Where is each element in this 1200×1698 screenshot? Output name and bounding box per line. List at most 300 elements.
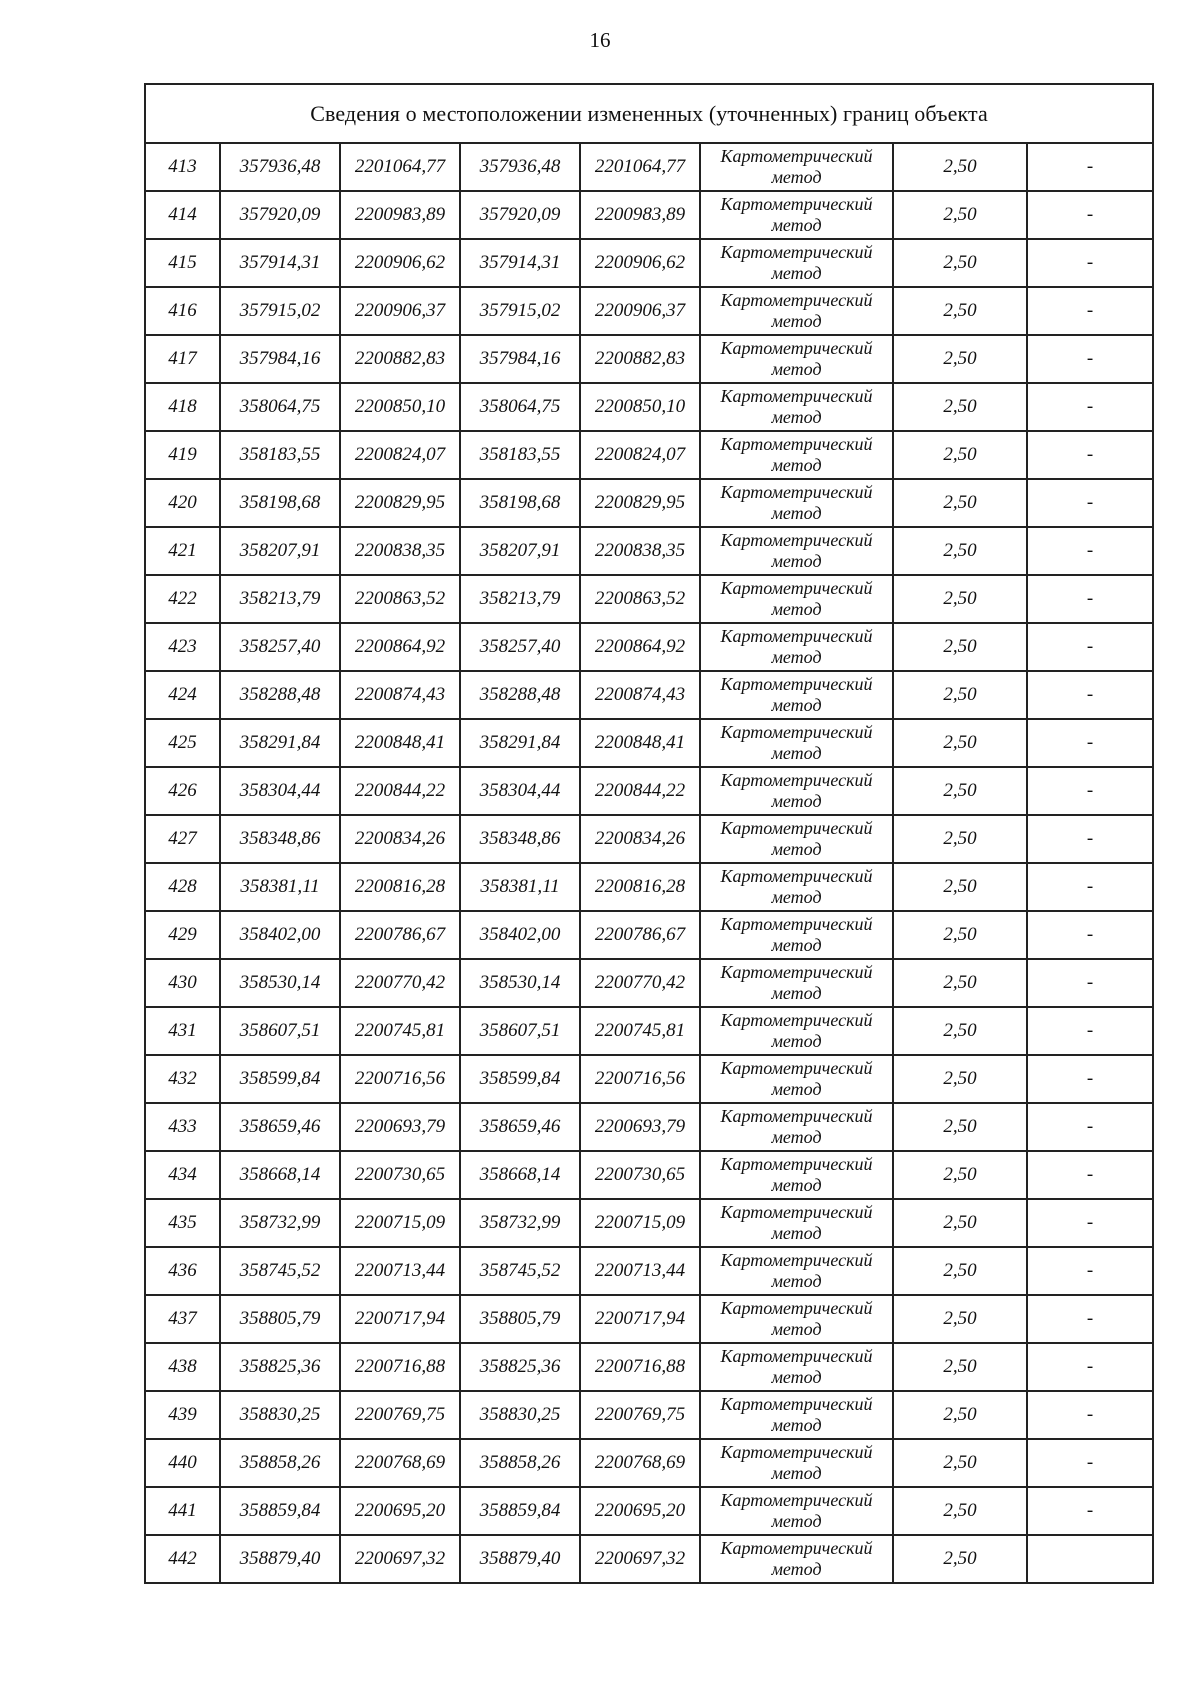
y-new-cell: 2200769,75 xyxy=(580,1391,700,1439)
y-new-cell: 2200838,35 xyxy=(580,527,700,575)
x-old-cell: 358348,86 xyxy=(220,815,340,863)
x-old-cell: 358288,48 xyxy=(220,671,340,719)
point-number-cell: 436 xyxy=(145,1247,220,1295)
x-old-cell: 358732,99 xyxy=(220,1199,340,1247)
method-cell xyxy=(700,1343,893,1391)
x-old-cell: 358599,84 xyxy=(220,1055,340,1103)
method-cell xyxy=(700,1055,893,1103)
x-old-cell: 358879,40 xyxy=(220,1535,340,1583)
x-new-cell: 357984,16 xyxy=(460,335,580,383)
x-old-cell: 358304,44 xyxy=(220,767,340,815)
table-row xyxy=(145,815,1153,863)
x-old-cell: 358291,84 xyxy=(220,719,340,767)
method-cell xyxy=(700,287,893,335)
x-new-cell: 358879,40 xyxy=(460,1535,580,1583)
description-cell: - xyxy=(1027,431,1153,479)
description-cell: - xyxy=(1027,287,1153,335)
method-cell xyxy=(700,1295,893,1343)
x-new-cell: 357914,31 xyxy=(460,239,580,287)
y-old-cell: 2200717,94 xyxy=(340,1295,460,1343)
y-old-cell: 2200882,83 xyxy=(340,335,460,383)
method-line-1: Картометрический xyxy=(720,1010,873,1030)
x-new-cell: 358207,91 xyxy=(460,527,580,575)
description-cell: - xyxy=(1027,1247,1153,1295)
method-line-2: метод xyxy=(771,1031,822,1051)
method-line-2: метод xyxy=(771,455,822,475)
description-cell: - xyxy=(1027,623,1153,671)
y-old-cell: 2200730,65 xyxy=(340,1151,460,1199)
y-old-cell: 2200983,89 xyxy=(340,191,460,239)
method-line-1: Картометрический xyxy=(720,194,873,214)
table-row xyxy=(145,671,1153,719)
method-line-2: метод xyxy=(771,407,822,427)
accuracy-cell: 2,50 xyxy=(893,1103,1027,1151)
description-cell: - xyxy=(1027,1295,1153,1343)
y-old-cell: 2200697,32 xyxy=(340,1535,460,1583)
method-line-1: Картометрический xyxy=(720,1346,873,1366)
table-row xyxy=(145,191,1153,239)
method-line-2: метод xyxy=(771,743,822,763)
accuracy-cell: 2,50 xyxy=(893,1487,1027,1535)
method-cell xyxy=(700,1199,893,1247)
method-line-2: метод xyxy=(771,839,822,859)
x-new-cell: 357936,48 xyxy=(460,143,580,191)
method-line-1: Картометрический xyxy=(720,434,873,454)
accuracy-cell: 2,50 xyxy=(893,959,1027,1007)
table-row xyxy=(145,767,1153,815)
point-number-cell: 424 xyxy=(145,671,220,719)
table-row xyxy=(145,1391,1153,1439)
description-cell: - xyxy=(1027,335,1153,383)
table-row xyxy=(145,575,1153,623)
accuracy-cell: 2,50 xyxy=(893,1439,1027,1487)
x-old-cell: 358607,51 xyxy=(220,1007,340,1055)
y-new-cell: 2201064,77 xyxy=(580,143,700,191)
point-number-cell: 419 xyxy=(145,431,220,479)
method-cell xyxy=(700,479,893,527)
table-row xyxy=(145,1055,1153,1103)
y-new-cell: 2200713,44 xyxy=(580,1247,700,1295)
table-row xyxy=(145,1343,1153,1391)
description-cell: - xyxy=(1027,575,1153,623)
x-new-cell: 358732,99 xyxy=(460,1199,580,1247)
y-old-cell: 2200838,35 xyxy=(340,527,460,575)
accuracy-cell: 2,50 xyxy=(893,767,1027,815)
description-cell: - xyxy=(1027,863,1153,911)
method-line-2: метод xyxy=(771,887,822,907)
x-old-cell: 358668,14 xyxy=(220,1151,340,1199)
y-old-cell: 2200745,81 xyxy=(340,1007,460,1055)
description-cell: - xyxy=(1027,1103,1153,1151)
y-new-cell: 2200863,52 xyxy=(580,575,700,623)
point-number-cell: 427 xyxy=(145,815,220,863)
method-cell xyxy=(700,1103,893,1151)
x-new-cell: 358183,55 xyxy=(460,431,580,479)
x-old-cell: 358830,25 xyxy=(220,1391,340,1439)
table-row xyxy=(145,1439,1153,1487)
accuracy-cell: 2,50 xyxy=(893,143,1027,191)
point-number-cell: 414 xyxy=(145,191,220,239)
accuracy-cell: 2,50 xyxy=(893,1247,1027,1295)
y-old-cell: 2200863,52 xyxy=(340,575,460,623)
method-line-1: Картометрический xyxy=(720,386,873,406)
method-line-2: метод xyxy=(771,1511,822,1531)
x-old-cell: 357915,02 xyxy=(220,287,340,335)
method-line-2: метод xyxy=(771,311,822,331)
x-old-cell: 358858,26 xyxy=(220,1439,340,1487)
accuracy-cell: 2,50 xyxy=(893,191,1027,239)
description-cell: - xyxy=(1027,1055,1153,1103)
description-cell: - xyxy=(1027,383,1153,431)
x-new-cell: 358291,84 xyxy=(460,719,580,767)
y-new-cell: 2200906,37 xyxy=(580,287,700,335)
accuracy-cell: 2,50 xyxy=(893,479,1027,527)
y-new-cell: 2200697,32 xyxy=(580,1535,700,1583)
point-number-cell: 428 xyxy=(145,863,220,911)
method-line-2: метод xyxy=(771,167,822,187)
method-line-1: Картометрический xyxy=(720,962,873,982)
method-cell xyxy=(700,191,893,239)
point-number-cell: 431 xyxy=(145,1007,220,1055)
table-row xyxy=(145,1151,1153,1199)
point-number-cell: 435 xyxy=(145,1199,220,1247)
method-line-1: Картометрический xyxy=(720,1490,873,1510)
table-row xyxy=(145,959,1153,1007)
method-line-2: метод xyxy=(771,1319,822,1339)
x-new-cell: 358858,26 xyxy=(460,1439,580,1487)
method-line-2: метод xyxy=(771,1415,822,1435)
method-line-1: Картометрический xyxy=(720,770,873,790)
x-old-cell: 358859,84 xyxy=(220,1487,340,1535)
method-line-1: Картометрический xyxy=(720,290,873,310)
method-line-2: метод xyxy=(771,1367,822,1387)
description-cell: - xyxy=(1027,239,1153,287)
x-new-cell: 358668,14 xyxy=(460,1151,580,1199)
table-row xyxy=(145,1535,1153,1583)
x-new-cell: 358402,00 xyxy=(460,911,580,959)
accuracy-cell: 2,50 xyxy=(893,1391,1027,1439)
y-new-cell: 2200717,94 xyxy=(580,1295,700,1343)
method-cell xyxy=(700,767,893,815)
table-row xyxy=(145,1487,1153,1535)
table-title-row xyxy=(145,84,1153,143)
x-new-cell: 358607,51 xyxy=(460,1007,580,1055)
y-new-cell: 2200770,42 xyxy=(580,959,700,1007)
point-number-cell: 425 xyxy=(145,719,220,767)
table-row xyxy=(145,1199,1153,1247)
x-old-cell: 358659,46 xyxy=(220,1103,340,1151)
method-line-1: Картометрический xyxy=(720,146,873,166)
y-old-cell: 2200770,42 xyxy=(340,959,460,1007)
method-line-1: Картометрический xyxy=(720,482,873,502)
table-row xyxy=(145,383,1153,431)
description-cell: - xyxy=(1027,1343,1153,1391)
table-row xyxy=(145,239,1153,287)
table-row xyxy=(145,143,1153,191)
point-number-cell: 423 xyxy=(145,623,220,671)
description-cell: - xyxy=(1027,1391,1153,1439)
y-new-cell: 2200983,89 xyxy=(580,191,700,239)
y-new-cell: 2200882,83 xyxy=(580,335,700,383)
x-old-cell: 357984,16 xyxy=(220,335,340,383)
point-number-cell: 418 xyxy=(145,383,220,431)
table-row xyxy=(145,911,1153,959)
description-cell: - xyxy=(1027,767,1153,815)
table-row xyxy=(145,1247,1153,1295)
method-line-2: метод xyxy=(771,935,822,955)
accuracy-cell: 2,50 xyxy=(893,335,1027,383)
description-cell: - xyxy=(1027,815,1153,863)
description-cell: - xyxy=(1027,527,1153,575)
point-number-cell: 416 xyxy=(145,287,220,335)
method-cell xyxy=(700,1247,893,1295)
accuracy-cell: 2,50 xyxy=(893,1535,1027,1583)
method-line-1: Картометрический xyxy=(720,1154,873,1174)
y-old-cell: 2200715,09 xyxy=(340,1199,460,1247)
y-new-cell: 2200844,22 xyxy=(580,767,700,815)
point-number-cell: 430 xyxy=(145,959,220,1007)
y-old-cell: 2200906,37 xyxy=(340,287,460,335)
method-cell xyxy=(700,671,893,719)
accuracy-cell: 2,50 xyxy=(893,287,1027,335)
y-old-cell: 2200848,41 xyxy=(340,719,460,767)
y-old-cell: 2200695,20 xyxy=(340,1487,460,1535)
method-line-2: метод xyxy=(771,983,822,1003)
x-new-cell: 358825,36 xyxy=(460,1343,580,1391)
table-row xyxy=(145,335,1153,383)
x-new-cell: 358257,40 xyxy=(460,623,580,671)
method-line-2: метод xyxy=(771,551,822,571)
method-cell xyxy=(700,1391,893,1439)
y-old-cell: 2200716,56 xyxy=(340,1055,460,1103)
x-old-cell: 358183,55 xyxy=(220,431,340,479)
method-cell xyxy=(700,383,893,431)
method-cell xyxy=(700,527,893,575)
method-line-1: Картометрический xyxy=(720,578,873,598)
y-new-cell: 2200730,65 xyxy=(580,1151,700,1199)
method-line-1: Картометрический xyxy=(720,914,873,934)
y-new-cell: 2200834,26 xyxy=(580,815,700,863)
description-cell: - xyxy=(1027,1439,1153,1487)
y-new-cell: 2200848,41 xyxy=(580,719,700,767)
description-cell: - xyxy=(1027,479,1153,527)
y-new-cell: 2200816,28 xyxy=(580,863,700,911)
y-old-cell: 2200850,10 xyxy=(340,383,460,431)
accuracy-cell: 2,50 xyxy=(893,383,1027,431)
x-old-cell: 358530,14 xyxy=(220,959,340,1007)
accuracy-cell: 2,50 xyxy=(893,575,1027,623)
method-cell xyxy=(700,911,893,959)
x-new-cell: 358530,14 xyxy=(460,959,580,1007)
method-line-2: метод xyxy=(771,695,822,715)
method-line-1: Картометрический xyxy=(720,1058,873,1078)
point-number-cell: 439 xyxy=(145,1391,220,1439)
y-new-cell: 2200715,09 xyxy=(580,1199,700,1247)
method-line-2: метод xyxy=(771,599,822,619)
accuracy-cell: 2,50 xyxy=(893,1295,1027,1343)
point-number-cell: 413 xyxy=(145,143,220,191)
method-cell xyxy=(700,335,893,383)
method-line-2: метод xyxy=(771,647,822,667)
y-old-cell: 2200716,88 xyxy=(340,1343,460,1391)
description-cell: - xyxy=(1027,911,1153,959)
y-old-cell: 2200786,67 xyxy=(340,911,460,959)
table-row xyxy=(145,1103,1153,1151)
x-old-cell: 358745,52 xyxy=(220,1247,340,1295)
method-cell xyxy=(700,815,893,863)
description-cell: - xyxy=(1027,1199,1153,1247)
point-number-cell: 429 xyxy=(145,911,220,959)
x-old-cell: 357936,48 xyxy=(220,143,340,191)
accuracy-cell: 2,50 xyxy=(893,623,1027,671)
x-old-cell: 358402,00 xyxy=(220,911,340,959)
accuracy-cell: 2,50 xyxy=(893,815,1027,863)
y-new-cell: 2200906,62 xyxy=(580,239,700,287)
x-new-cell: 358859,84 xyxy=(460,1487,580,1535)
method-cell xyxy=(700,863,893,911)
y-new-cell: 2200824,07 xyxy=(580,431,700,479)
table-row xyxy=(145,1007,1153,1055)
y-new-cell: 2200745,81 xyxy=(580,1007,700,1055)
accuracy-cell: 2,50 xyxy=(893,1199,1027,1247)
x-new-cell: 358381,11 xyxy=(460,863,580,911)
method-cell xyxy=(700,623,893,671)
method-cell xyxy=(700,239,893,287)
x-new-cell: 358830,25 xyxy=(460,1391,580,1439)
x-old-cell: 358825,36 xyxy=(220,1343,340,1391)
y-old-cell: 2200769,75 xyxy=(340,1391,460,1439)
y-old-cell: 2200829,95 xyxy=(340,479,460,527)
accuracy-cell: 2,50 xyxy=(893,239,1027,287)
table-title: Сведения о местоположении измененных (уточненных) границ объекта xyxy=(145,84,1153,143)
x-new-cell: 358659,46 xyxy=(460,1103,580,1151)
method-cell xyxy=(700,143,893,191)
point-number-cell: 420 xyxy=(145,479,220,527)
x-old-cell: 358805,79 xyxy=(220,1295,340,1343)
method-line-1: Картометрический xyxy=(720,674,873,694)
method-line-1: Картометрический xyxy=(720,1538,873,1558)
x-new-cell: 358348,86 xyxy=(460,815,580,863)
method-line-1: Картометрический xyxy=(720,866,873,886)
x-new-cell: 358745,52 xyxy=(460,1247,580,1295)
table-row xyxy=(145,287,1153,335)
method-cell xyxy=(700,1535,893,1583)
y-new-cell: 2200693,79 xyxy=(580,1103,700,1151)
point-number-cell: 415 xyxy=(145,239,220,287)
accuracy-cell: 2,50 xyxy=(893,911,1027,959)
method-line-2: метод xyxy=(771,1175,822,1195)
x-new-cell: 357920,09 xyxy=(460,191,580,239)
table-row xyxy=(145,431,1153,479)
accuracy-cell: 2,50 xyxy=(893,1055,1027,1103)
point-number-cell: 426 xyxy=(145,767,220,815)
y-new-cell: 2200768,69 xyxy=(580,1439,700,1487)
method-line-2: метод xyxy=(771,1463,822,1483)
method-line-2: метод xyxy=(771,1127,822,1147)
point-number-cell: 417 xyxy=(145,335,220,383)
y-old-cell: 2200906,62 xyxy=(340,239,460,287)
method-line-1: Картометрический xyxy=(720,1442,873,1462)
method-cell xyxy=(700,959,893,1007)
method-cell xyxy=(700,1487,893,1535)
method-cell xyxy=(700,1151,893,1199)
method-line-2: метод xyxy=(771,1223,822,1243)
y-old-cell: 2200693,79 xyxy=(340,1103,460,1151)
y-old-cell: 2200864,92 xyxy=(340,623,460,671)
description-cell: - xyxy=(1027,191,1153,239)
method-line-1: Картометрический xyxy=(720,338,873,358)
x-new-cell: 358198,68 xyxy=(460,479,580,527)
method-cell xyxy=(700,1439,893,1487)
description-cell: - xyxy=(1027,143,1153,191)
page-number: 16 xyxy=(589,28,611,52)
y-new-cell: 2200716,56 xyxy=(580,1055,700,1103)
method-line-2: метод xyxy=(771,503,822,523)
method-line-2: метод xyxy=(771,1271,822,1291)
point-number-cell: 422 xyxy=(145,575,220,623)
method-line-1: Картометрический xyxy=(720,1394,873,1414)
accuracy-cell: 2,50 xyxy=(893,863,1027,911)
x-new-cell: 358599,84 xyxy=(460,1055,580,1103)
point-number-cell: 432 xyxy=(145,1055,220,1103)
table-row xyxy=(145,1295,1153,1343)
y-old-cell: 2201064,77 xyxy=(340,143,460,191)
y-new-cell: 2200874,43 xyxy=(580,671,700,719)
table-row xyxy=(145,623,1153,671)
point-number-cell: 421 xyxy=(145,527,220,575)
description-cell xyxy=(1027,1535,1153,1583)
y-old-cell: 2200834,26 xyxy=(340,815,460,863)
method-line-2: метод xyxy=(771,359,822,379)
method-cell xyxy=(700,431,893,479)
y-old-cell: 2200824,07 xyxy=(340,431,460,479)
boundary-table-container xyxy=(144,83,1152,1584)
method-cell xyxy=(700,719,893,767)
table-row xyxy=(145,863,1153,911)
y-new-cell: 2200850,10 xyxy=(580,383,700,431)
x-new-cell: 358213,79 xyxy=(460,575,580,623)
method-line-1: Картометрический xyxy=(720,626,873,646)
method-line-2: метод xyxy=(771,215,822,235)
method-line-1: Картометрический xyxy=(720,1106,873,1126)
point-number-cell: 441 xyxy=(145,1487,220,1535)
accuracy-cell: 2,50 xyxy=(893,527,1027,575)
table-row xyxy=(145,719,1153,767)
description-cell: - xyxy=(1027,719,1153,767)
description-cell: - xyxy=(1027,959,1153,1007)
accuracy-cell: 2,50 xyxy=(893,431,1027,479)
method-line-2: метод xyxy=(771,1559,822,1579)
y-new-cell: 2200786,67 xyxy=(580,911,700,959)
x-old-cell: 357914,31 xyxy=(220,239,340,287)
method-line-2: метод xyxy=(771,791,822,811)
x-new-cell: 358288,48 xyxy=(460,671,580,719)
y-new-cell: 2200716,88 xyxy=(580,1343,700,1391)
x-old-cell: 358198,68 xyxy=(220,479,340,527)
y-old-cell: 2200768,69 xyxy=(340,1439,460,1487)
method-line-1: Картометрический xyxy=(720,242,873,262)
accuracy-cell: 2,50 xyxy=(893,1007,1027,1055)
method-line-2: метод xyxy=(771,1079,822,1099)
point-number-cell: 438 xyxy=(145,1343,220,1391)
y-old-cell: 2200816,28 xyxy=(340,863,460,911)
boundary-table xyxy=(144,83,1154,1584)
description-cell: - xyxy=(1027,671,1153,719)
x-old-cell: 358257,40 xyxy=(220,623,340,671)
method-line-1: Картометрический xyxy=(720,1202,873,1222)
description-cell: - xyxy=(1027,1007,1153,1055)
accuracy-cell: 2,50 xyxy=(893,719,1027,767)
